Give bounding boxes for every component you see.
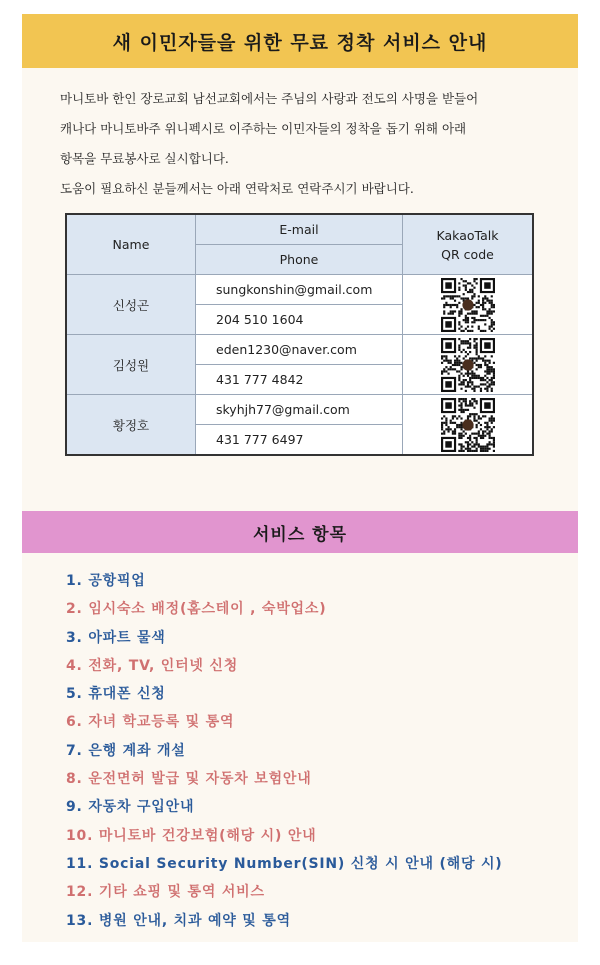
service-item: 9. 자동차 구입안내	[66, 799, 195, 816]
contact-name: 김성원	[66, 335, 196, 395]
contact-phone[interactable]: 204 510 1604	[196, 305, 403, 335]
contact-email[interactable]: eden1230@naver.com	[196, 335, 403, 365]
header-qr-line1: KakaoTalk	[436, 227, 499, 243]
service-item: 10. 마니토바 건강보험(해당 시) 안내	[66, 827, 317, 844]
service-item: 8. 운전면허 발급 및 자동차 보험안내	[66, 771, 312, 788]
service-item: 11. Social Security Number(SIN) 신청 시 안내 (해당 시)	[66, 855, 503, 872]
service-item: 2. 임시숙소 배정(홈스테이 , 숙박업소)	[66, 601, 327, 618]
qr-cell	[403, 275, 534, 335]
contact-email[interactable]: sungkonshin@gmail.com	[196, 275, 403, 305]
page-title: 새 이민자들을 위한 무료 정착 서비스 안내	[22, 14, 578, 68]
service-item: 1. 공항픽업	[66, 573, 146, 589]
intro-line: 항목을 무료봉사로 실시합니다.	[60, 151, 229, 166]
contact-name: 신성곤	[66, 275, 196, 335]
qr-code-icon[interactable]	[441, 398, 495, 452]
intro-line: 마니토바 한인 장로교회 남선교회에서는 주님의 사랑과 전도의 사명을 받들어	[60, 91, 479, 106]
service-item: 13. 병원 안내, 치과 예약 및 통역	[66, 912, 291, 929]
intro-line: 도움이 필요하신 분들께서는 아래 연락처로 연락주시기 바랍니다.	[60, 181, 414, 196]
qr-code-icon[interactable]	[441, 338, 495, 392]
service-item: 6. 자녀 학교등록 및 통역	[66, 714, 235, 731]
qr-code-icon[interactable]	[441, 278, 495, 332]
header-qr	[403, 214, 534, 275]
header-email: E-mail	[196, 214, 403, 245]
service-item: 4. 전화, TV, 인터넷 신청	[66, 657, 239, 674]
service-list	[66, 567, 503, 935]
header-qr-line2: QR code	[441, 246, 494, 262]
services-title: 서비스 항목	[22, 511, 578, 553]
contact-phone[interactable]: 431 777 4842	[196, 365, 403, 395]
header-phone: Phone	[196, 245, 403, 275]
contact-email[interactable]: skyhjh77@gmail.com	[196, 395, 403, 425]
header-name: Name	[66, 214, 196, 275]
intro-line: 캐나다 마니토바주 위니펙시로 이주하는 이민자들의 정착을 돕기 위해 아래	[60, 121, 467, 136]
qr-svg	[441, 278, 495, 332]
contact-table	[65, 213, 534, 456]
qr-svg	[441, 338, 495, 392]
intro-text	[60, 84, 540, 204]
qr-cell	[403, 395, 534, 456]
qr-svg	[441, 398, 495, 452]
service-item: 3. 아파트 물색	[66, 629, 166, 646]
flyer-page	[22, 14, 578, 942]
service-item: 12. 기타 쇼핑 및 통역 서비스	[66, 884, 265, 901]
qr-cell	[403, 335, 534, 395]
contact-name: 황정호	[66, 395, 196, 456]
service-item: 5. 휴대폰 신청	[66, 686, 166, 703]
service-item: 7. 은행 계좌 개설	[66, 742, 186, 759]
contact-phone[interactable]: 431 777 6497	[196, 425, 403, 456]
